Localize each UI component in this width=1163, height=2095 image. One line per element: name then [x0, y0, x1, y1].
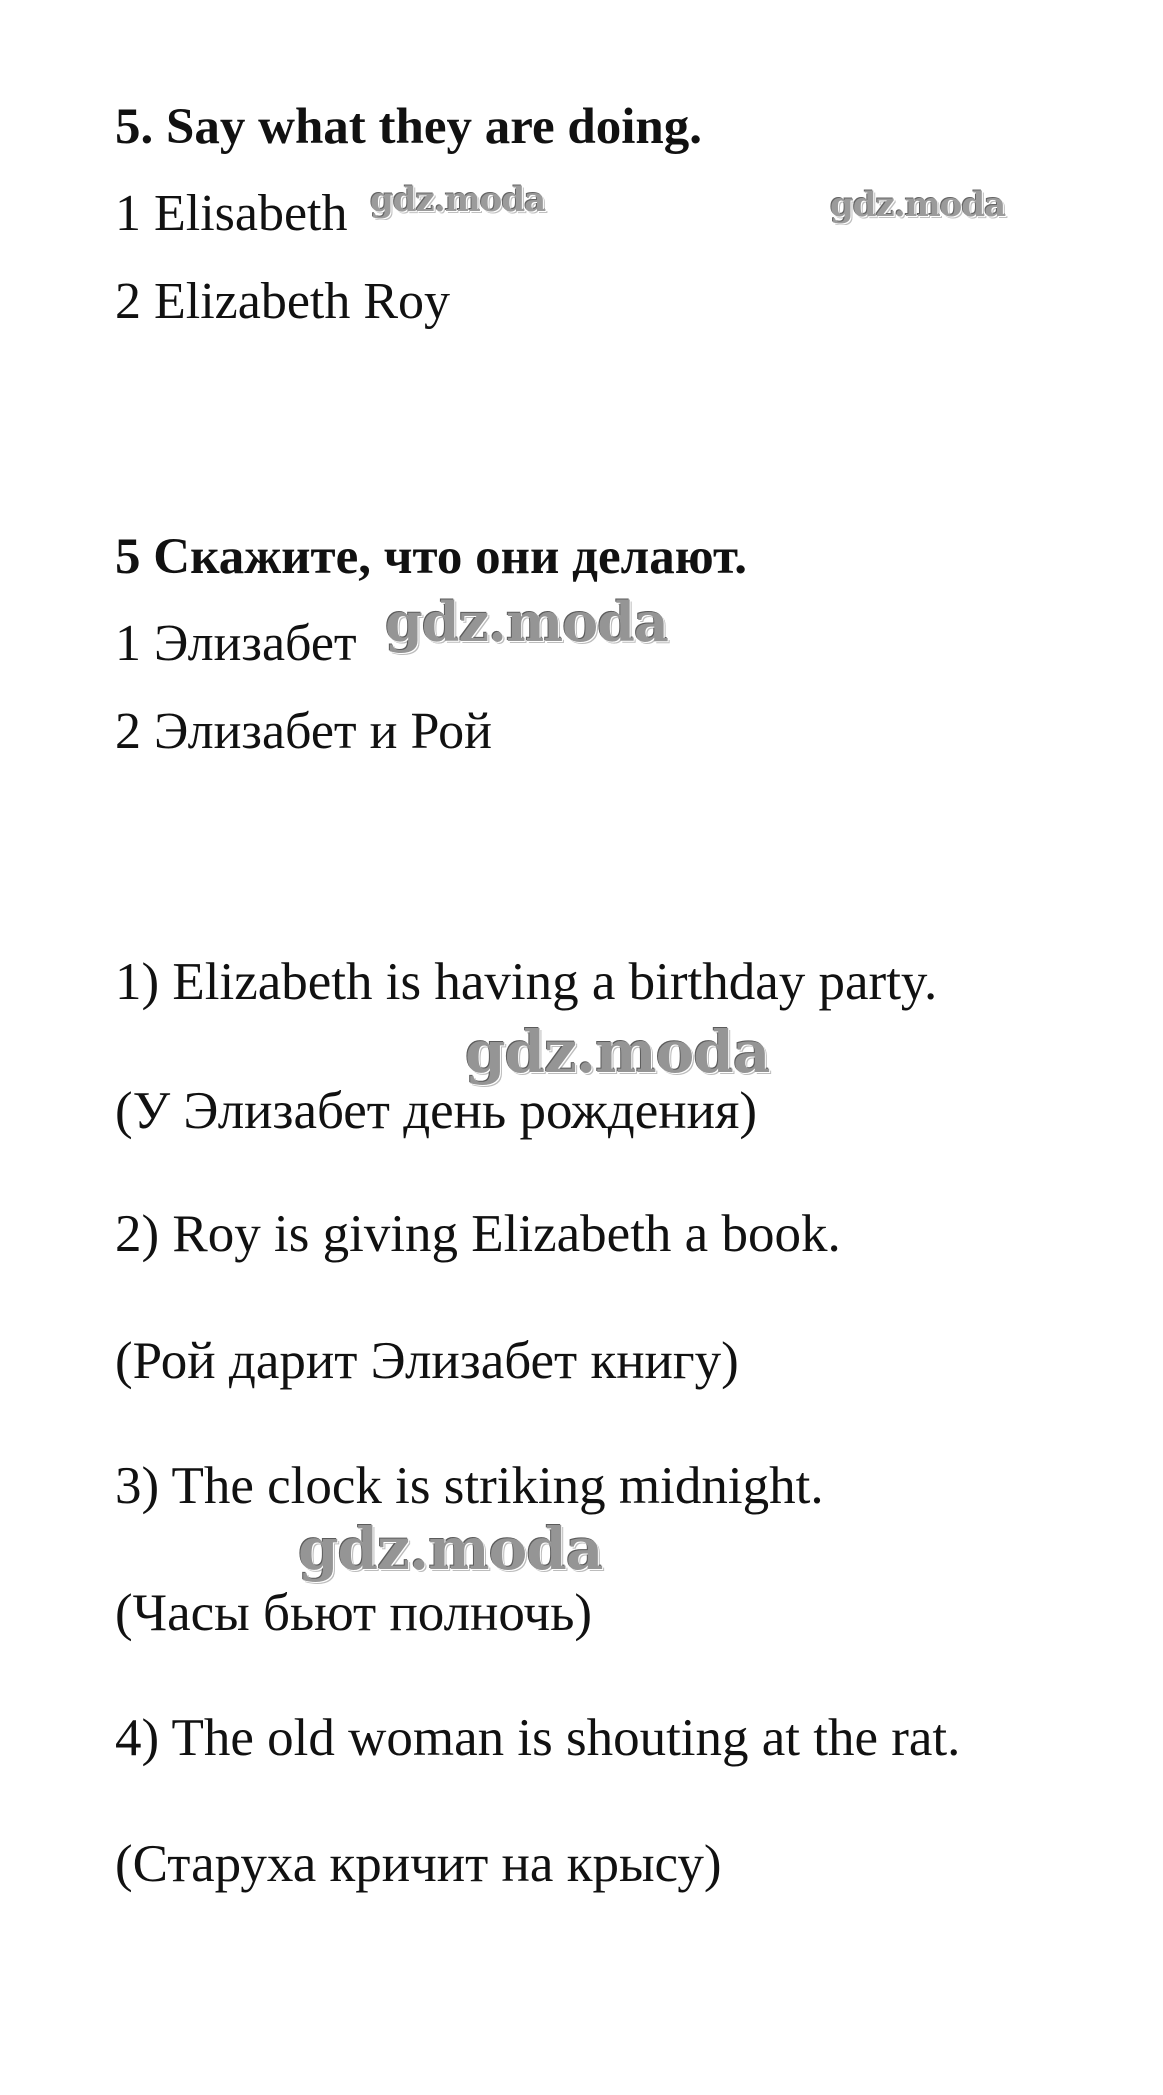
answer-en-1: 1) Elizabeth is having a birthday party. — [115, 953, 938, 1011]
exercise-heading-en: 5. Say what they are doing. — [115, 99, 703, 155]
watermark: gdz.moda — [385, 590, 668, 654]
watermark: gdz.moda — [298, 1515, 603, 1583]
exercise-item-en-1: 1 Elisabeth — [115, 185, 348, 242]
watermark: gdz.moda — [830, 185, 1006, 225]
answer-ru-3: (Часы бьют полночь) — [115, 1584, 593, 1642]
watermark: gdz.moda — [370, 180, 546, 220]
exercise-heading-ru: 5 Скажите, что они делают. — [115, 529, 747, 585]
watermark: gdz.moda — [465, 1018, 770, 1086]
answer-en-2: 2) Roy is giving Elizabeth a book. — [115, 1205, 841, 1263]
answer-ru-4: (Старуха кричит на крысу) — [115, 1835, 722, 1893]
answer-en-3: 3) The clock is striking midnight. — [115, 1457, 824, 1515]
exercise-item-ru-2: 2 Элизабет и Рой — [115, 703, 492, 760]
answer-ru-1: (У Элизабет день рождения) — [115, 1082, 758, 1140]
exercise-item-en-2: 2 Elizabeth Roy — [115, 273, 451, 330]
answer-ru-2: (Рой дарит Элизабет книгу) — [115, 1332, 739, 1390]
answer-en-4: 4) The old woman is shouting at the rat. — [115, 1709, 961, 1767]
exercise-item-ru-1: 1 Элизабет — [115, 615, 357, 672]
